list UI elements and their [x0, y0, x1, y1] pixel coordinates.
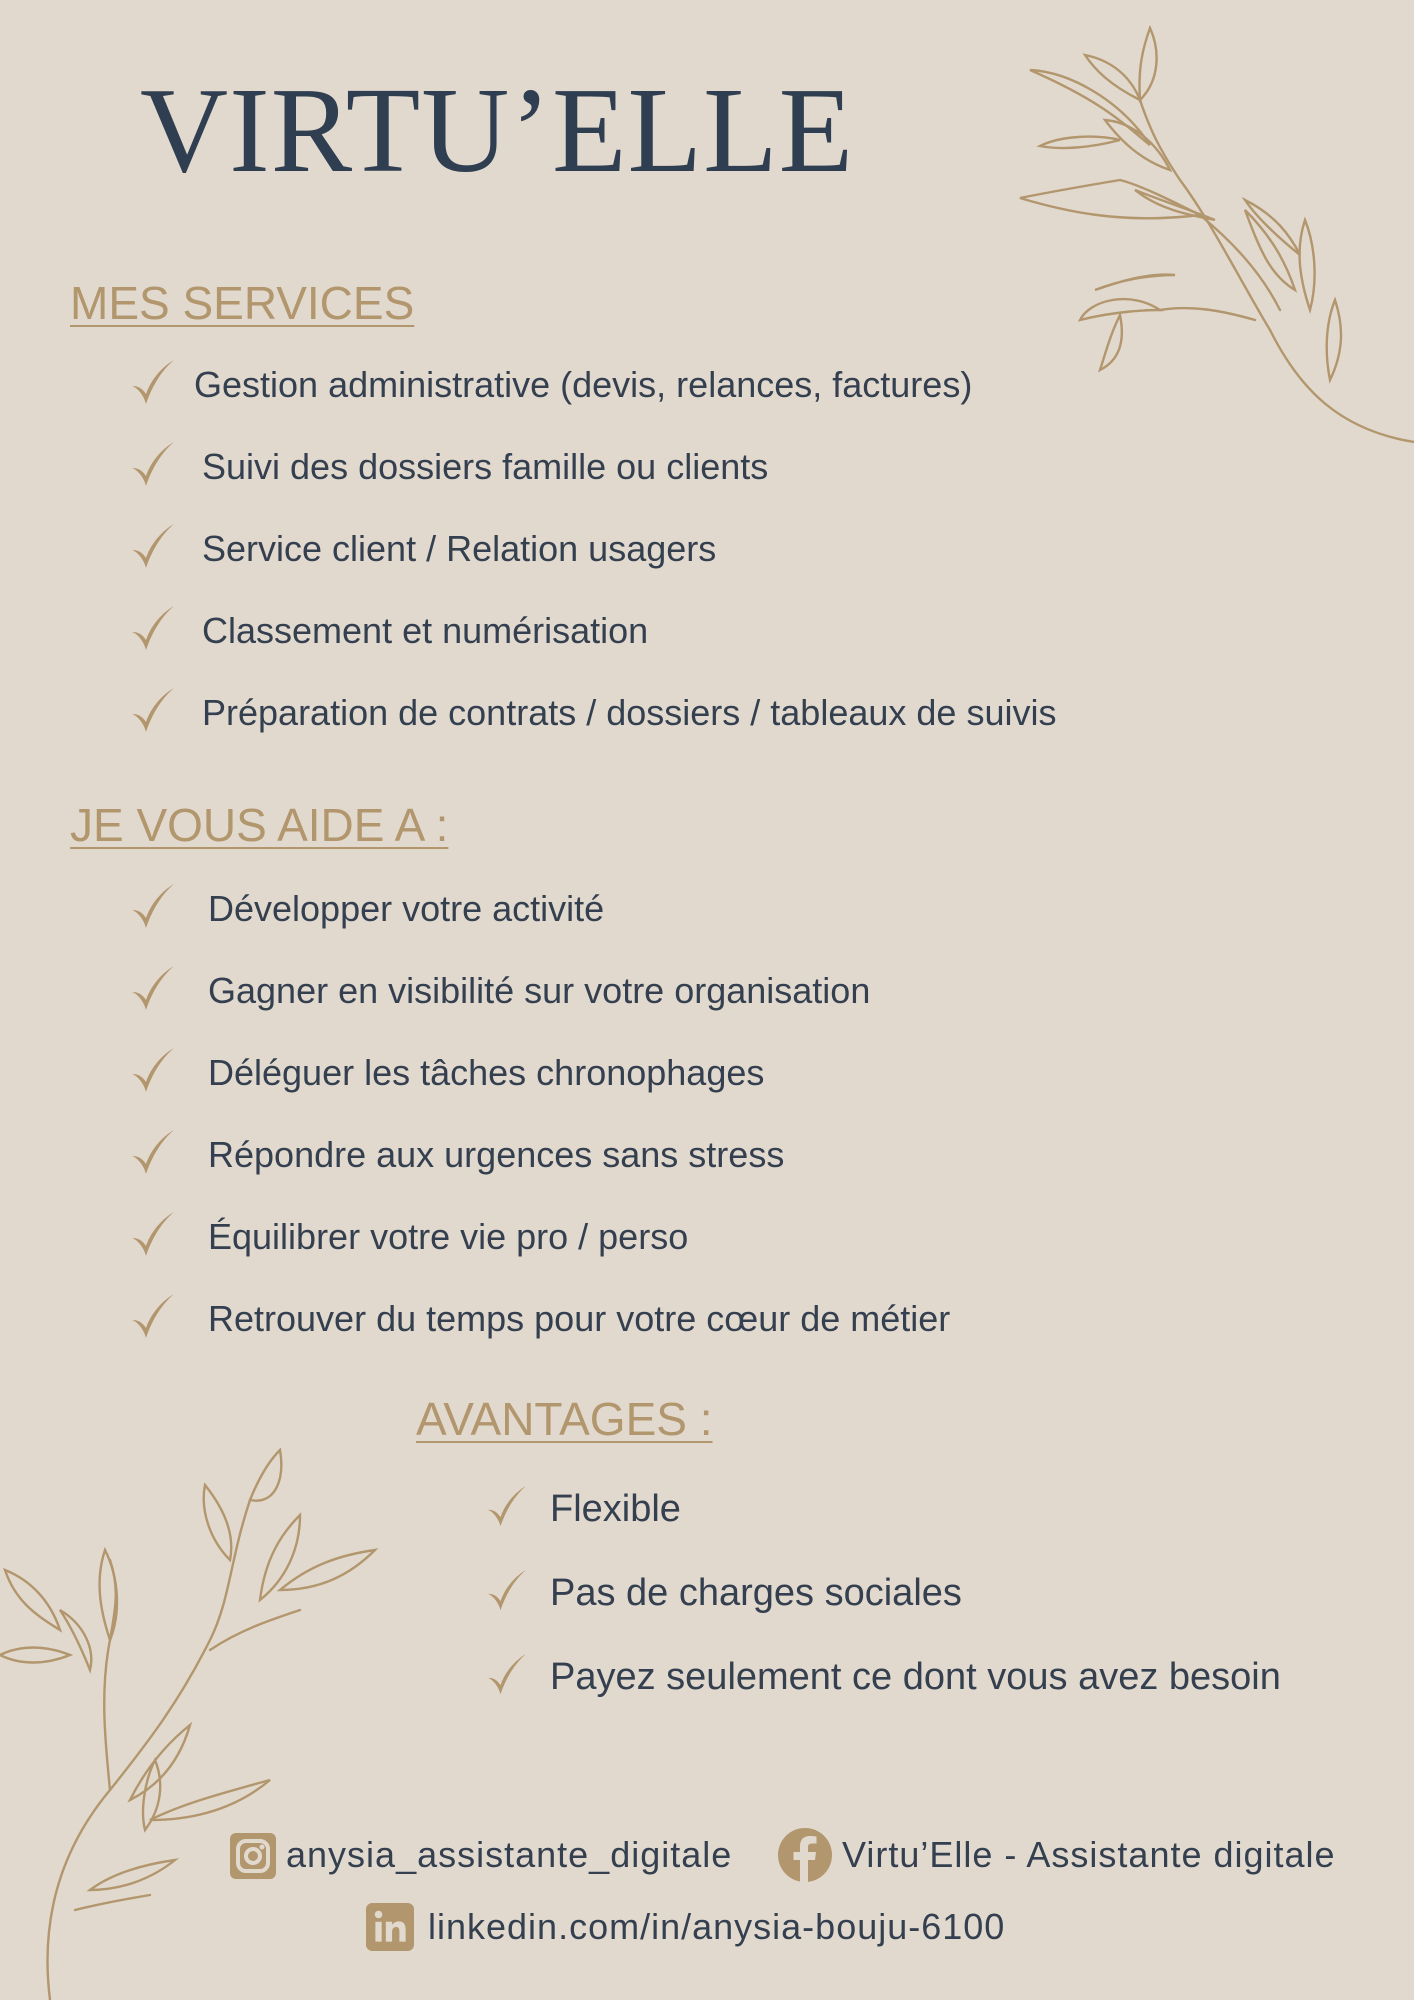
advantage-item: Flexible	[550, 1488, 681, 1530]
check-icon	[128, 440, 176, 490]
check-icon	[128, 1292, 176, 1342]
leaf-branch-icon	[1000, 10, 1414, 450]
check-icon	[484, 1484, 528, 1530]
help-heading: JE VOUS AIDE A :	[70, 799, 449, 851]
advantage-item: Payez seulement ce dont vous avez besoin	[550, 1656, 1281, 1698]
check-icon	[128, 358, 176, 408]
check-icon	[128, 522, 176, 572]
facebook-page[interactable]: Virtu’Elle - Assistante digitale	[842, 1834, 1336, 1875]
help-item: Retrouver du temps pour votre cœur de métier	[208, 1298, 951, 1339]
help-item: Gagner en visibilité sur votre organisation	[208, 970, 871, 1011]
brand-title: VIRTU’ELLE	[140, 63, 855, 198]
help-item: Équilibrer votre vie pro / perso	[208, 1216, 689, 1257]
check-icon	[484, 1652, 528, 1698]
check-icon	[128, 1128, 176, 1178]
service-item: Service client / Relation usagers	[202, 528, 717, 569]
service-item: Classement et numérisation	[202, 610, 649, 651]
advantages-heading: AVANTAGES :	[416, 1393, 713, 1445]
advantage-item: Pas de charges sociales	[550, 1572, 962, 1614]
check-icon	[128, 686, 176, 736]
help-item: Développer votre activité	[208, 888, 605, 929]
service-item: Gestion administrative (devis, relances, factures)	[194, 364, 973, 405]
instagram-handle[interactable]: anysia_assistante_digitale	[286, 1834, 733, 1875]
services-heading: MES SERVICES	[70, 277, 415, 329]
service-item: Suivi des dossiers famille ou clients	[202, 446, 769, 487]
help-item: Déléguer les tâches chronophages	[208, 1052, 765, 1093]
leaf-branch-icon	[0, 1440, 380, 2000]
check-icon	[128, 1210, 176, 1260]
check-icon	[128, 882, 176, 932]
linkedin-icon[interactable]	[366, 1903, 414, 1951]
help-item: Répondre aux urgences sans stress	[208, 1134, 785, 1175]
check-icon	[128, 604, 176, 654]
check-icon	[484, 1568, 528, 1614]
service-item: Préparation de contrats / dossiers / tableaux de suivis	[202, 692, 1057, 733]
linkedin-url[interactable]: linkedin.com/in/anysia-bouju-6100	[428, 1906, 1006, 1947]
facebook-icon[interactable]	[778, 1828, 832, 1882]
check-icon	[128, 1046, 176, 1096]
check-icon	[128, 964, 176, 1014]
instagram-icon[interactable]	[230, 1833, 276, 1879]
